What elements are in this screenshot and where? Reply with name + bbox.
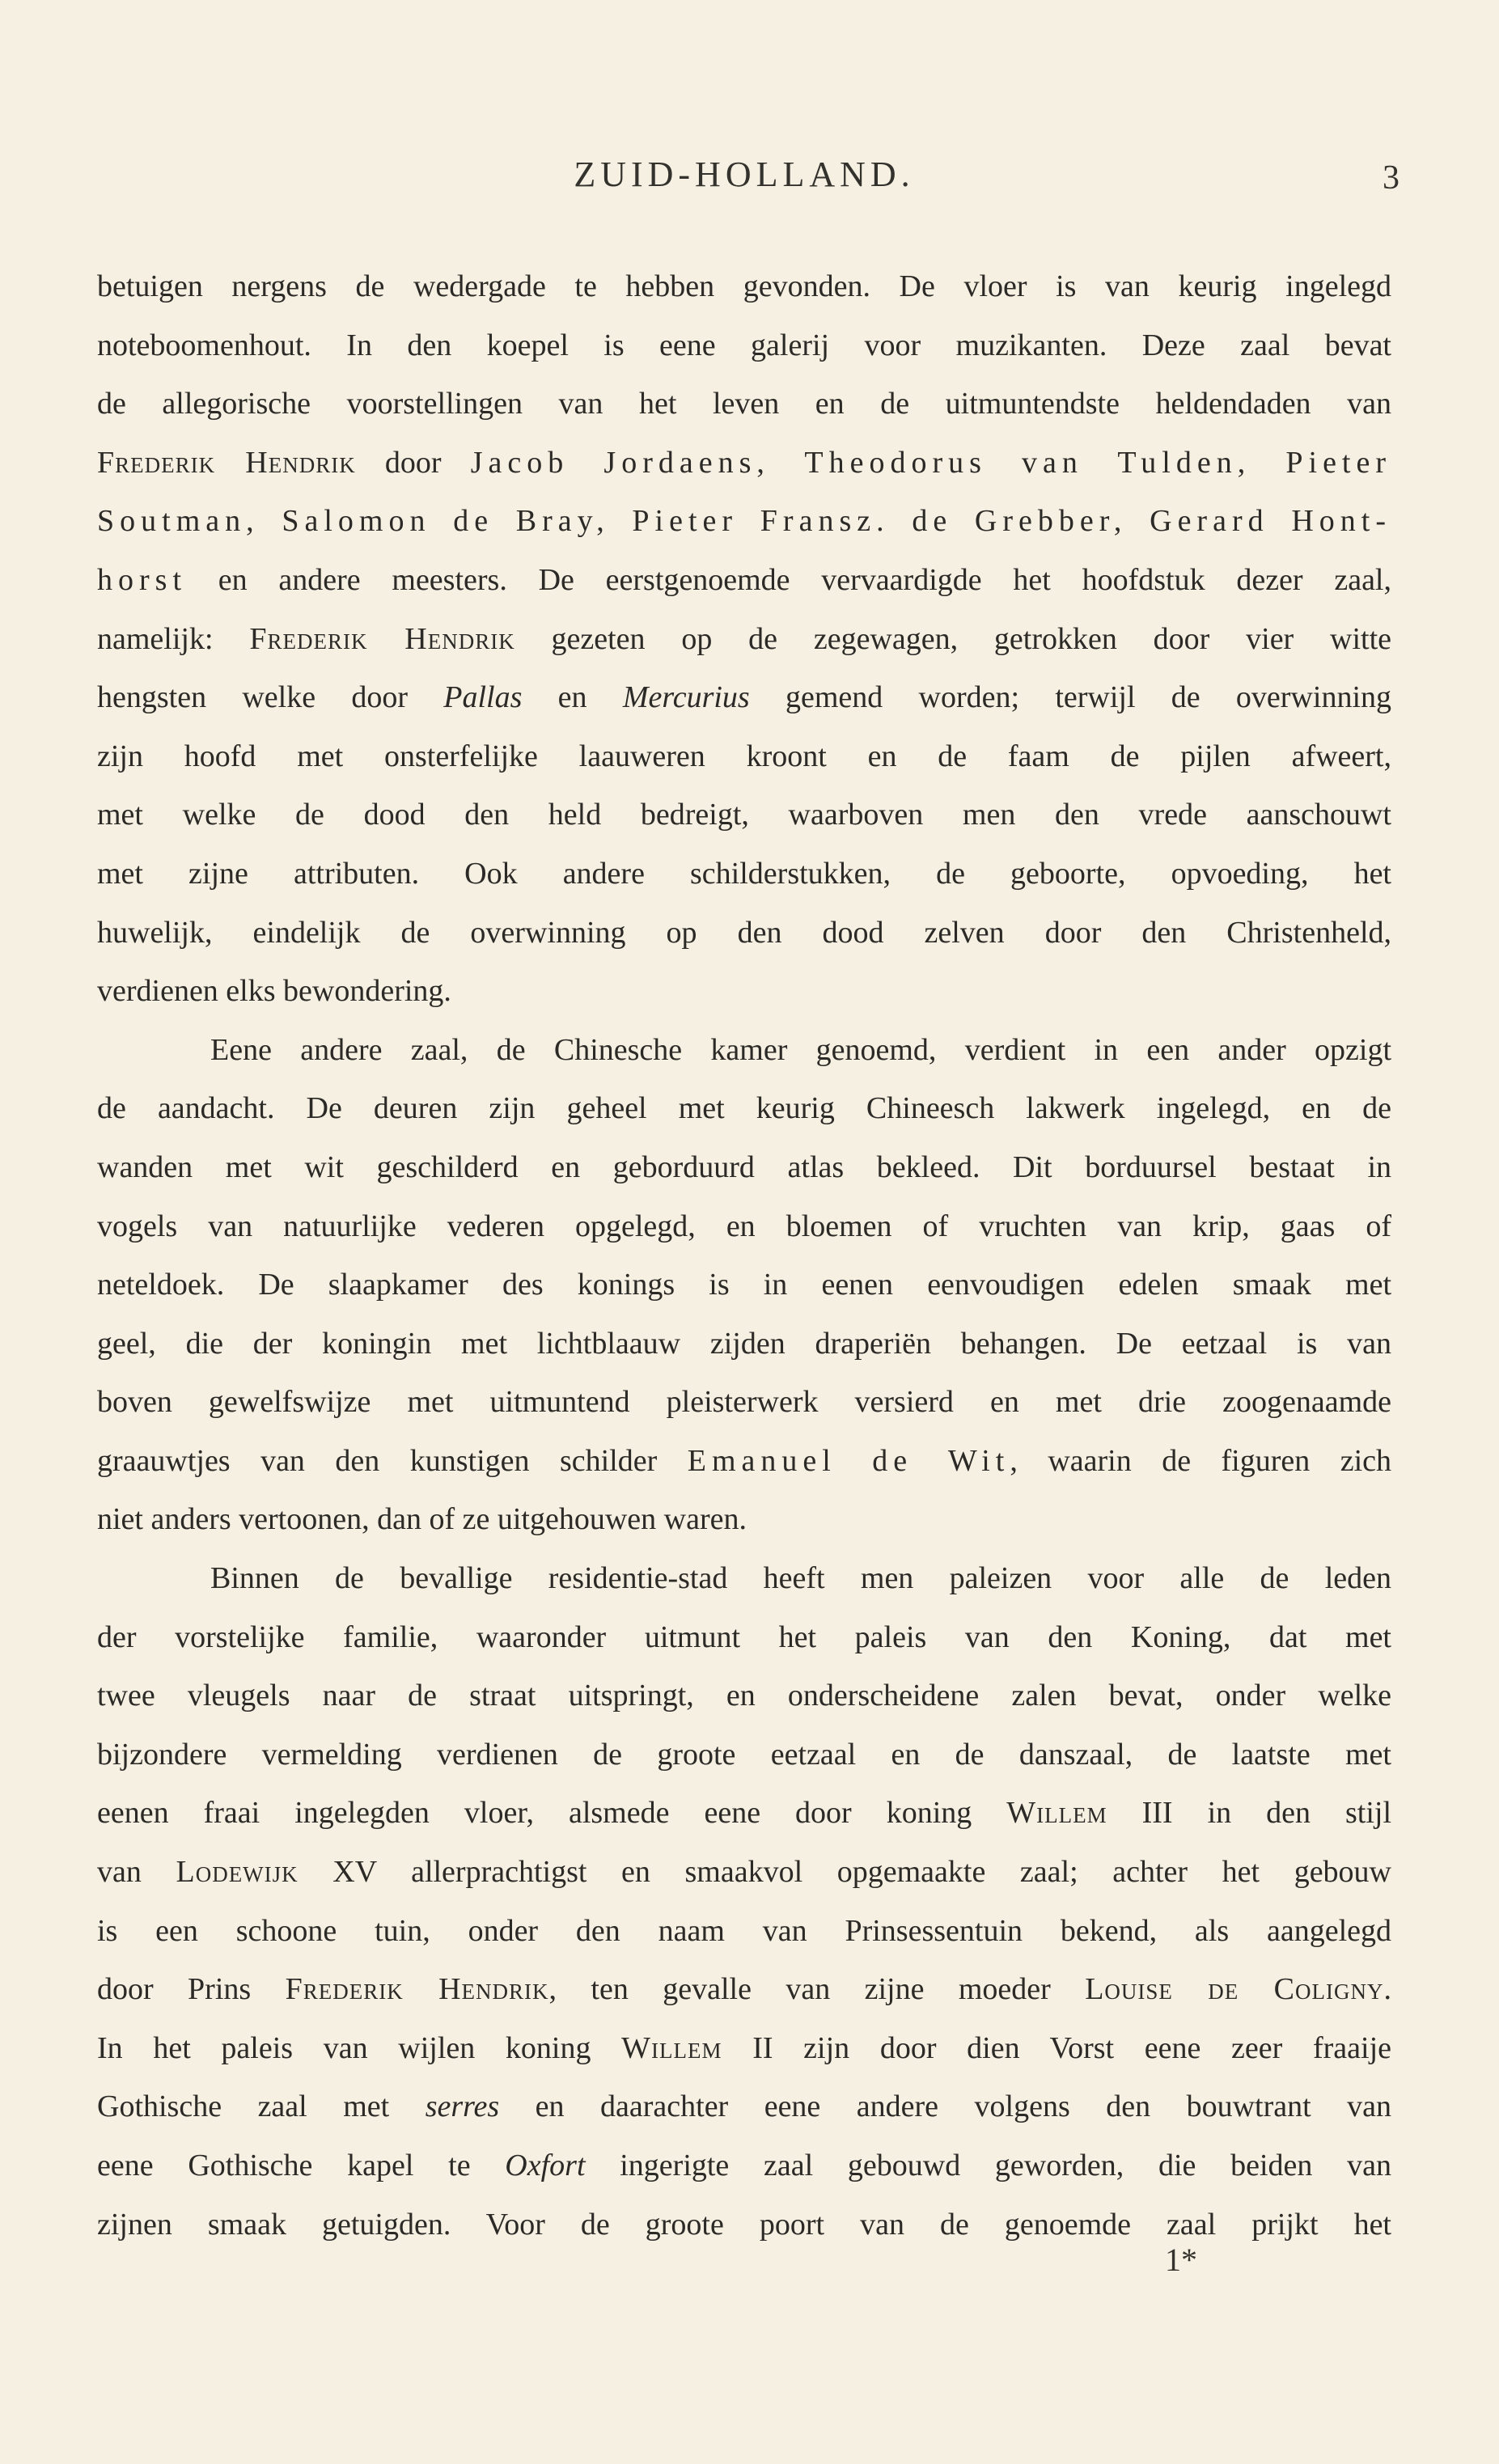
text-line: Eene andere zaal, de Chinesche kamer genoemd, verdient in een ander opzigt xyxy=(210,1032,1391,1067)
italic-word: Oxfort xyxy=(505,2149,586,2182)
person-name: Frederik Hendrik xyxy=(97,445,356,480)
artist-names: Jacob Jordaens, Theodorus van Tulden, Pieter xyxy=(470,445,1391,480)
text-line: eene Gothische kapel te Oxfort ingerigte zaal gebouwd geworden, die beiden van xyxy=(97,2149,1391,2182)
text-line: met zijne attributen. Ook andere schilderstukken, de geboorte, opvoeding, het xyxy=(97,856,1391,891)
artist-names: Soutman, Salomon de Bray, Pieter Fransz. de Grebber, Gerard Hont- xyxy=(97,504,1391,539)
text-line: betuigen nergens de wedergade te hebben gevonden. De vloer is van keurig ingelegd xyxy=(97,269,1391,303)
text-line: In het paleis van wijlen koning Willem II zijn door dien Vorst eene zeer fraaije xyxy=(97,2030,1391,2065)
text-line: Gothische zaal met serres en daarachter eene andere volgens den bouwtrant van xyxy=(97,2089,1391,2124)
text-line: twee vleugels naar de straat uitspringt, en onderscheidene zalen bevat, onder welke xyxy=(97,1679,1391,1713)
text-line: door Prins Frederik Hendrik, ten gevalle van zijne moeder Louise de Coligny. xyxy=(97,1972,1391,2007)
artist-names: horst xyxy=(97,562,187,597)
text-line: eenen fraai ingelegden vloer, alsmede eene door koning Willem III in den stijl xyxy=(97,1796,1391,1831)
text-line: zijnen smaak getuigden. Voor de groote poort van de genoemde zaal prijkt het xyxy=(97,2207,1391,2242)
artist-names: Emanuel de Wit xyxy=(687,1443,1010,1478)
running-title: ZUID-HOLLAND. xyxy=(574,155,915,194)
text-line: der vorstelijke familie, waaronder uitmunt het paleis van den Koning, dat met xyxy=(97,1619,1391,1654)
text-line: van Lodewijk XV allerprachtigst en smaakvol opgemaakte zaal; achter het gebouw xyxy=(97,1855,1391,1890)
text-line: noteboomenhout. In den koepel is eene galerij voor muzikanten. Deze zaal bevat xyxy=(97,328,1391,362)
person-name: Louise de Coligny xyxy=(1085,1972,1384,2007)
text-line: zijn hoofd met onsterfelijke laauweren kroont en de faam de pijlen afweert, xyxy=(97,739,1391,773)
text-line: Frederik Hendrik door Jacob Jordaens, Theodorus van Tulden, Pieter xyxy=(97,445,1391,480)
text-line: is een schoone tuin, onder den naam van Prinsessentuin bekend, als aangelegd xyxy=(97,1913,1391,1948)
text-line: niet anders vertoonen, dan of ze uitgehouwen waren. xyxy=(97,1502,747,1537)
text-line: vogels van natuurlijke vederen opgelegd, en bloemen of vruchten van krip, gaas of xyxy=(97,1209,1391,1243)
text-line: bijzondere vermelding verdienen de groote eetzaal en de danszaal, de laatste met xyxy=(97,1737,1391,1772)
page-header xyxy=(97,154,1399,202)
person-name: Frederik Hendrik xyxy=(249,621,515,656)
text-line: de aandacht. De deuren zijn geheel met keurig Chineesch lakwerk ingelegd, en de xyxy=(97,1091,1391,1126)
text-line xyxy=(97,492,1391,551)
text-line: graauwtjes van den kunstigen schilder Emanuel de Wit, waarin de figuren zich xyxy=(97,1443,1391,1478)
text-line: met welke de dood den held bedreigt, waarboven men den vrede aanschouwt xyxy=(97,798,1391,832)
text-line: huwelijk, eindelijk de overwinning op den dood zelven door den Christenheld, xyxy=(97,915,1391,950)
text-line: geel, die der koningin met lichtblaauw zijden draperiën behangen. De eetzaal is van xyxy=(97,1326,1391,1361)
text-line: horst en andere meesters. De eerstgenoemde vervaardigde het hoofdstuk dezer zaal, xyxy=(97,562,1391,597)
text-line: hengsten welke door Pallas en Mercurius gemend worden; terwijl de overwinning xyxy=(97,680,1391,715)
text-line: Binnen de bevallige residentie-stad heeft men paleizen voor alle de leden xyxy=(210,1561,1391,1596)
italic-name: Mercurius xyxy=(622,680,750,715)
italic-word: serres xyxy=(425,2089,500,2124)
person-name: Willem xyxy=(1006,1796,1107,1831)
text-line: boven gewelfswijze met uitmuntend pleisterwerk versierd en met drie zoogenaamde xyxy=(97,1385,1391,1420)
italic-name: Pallas xyxy=(443,680,523,715)
text-line: verdienen elks bewondering. xyxy=(97,974,451,1009)
text-line: de allegorische voorstellingen van het leven en de uitmuntendste heldendaden van xyxy=(97,387,1391,421)
person-name: Lodewijk xyxy=(176,1855,299,1890)
text-line: neteldoek. De slaapkamer des konings is in eenen eenvoudigen edelen smaak met xyxy=(97,1268,1391,1302)
signature-mark: 1* xyxy=(1165,2242,1197,2278)
page-number: 3 xyxy=(1383,159,1399,197)
text-line: wanden met wit geschilderd en geborduurd atlas bekleed. Dit borduursel bestaat in xyxy=(97,1149,1391,1184)
person-name: Willem xyxy=(621,2030,722,2065)
person-name: Frederik Hendrik xyxy=(285,1972,549,2007)
body-text xyxy=(97,257,1391,2254)
text-line: namelijk: Frederik Hendrik gezeten op de zegewagen, getrokken door vier witte xyxy=(97,621,1391,656)
